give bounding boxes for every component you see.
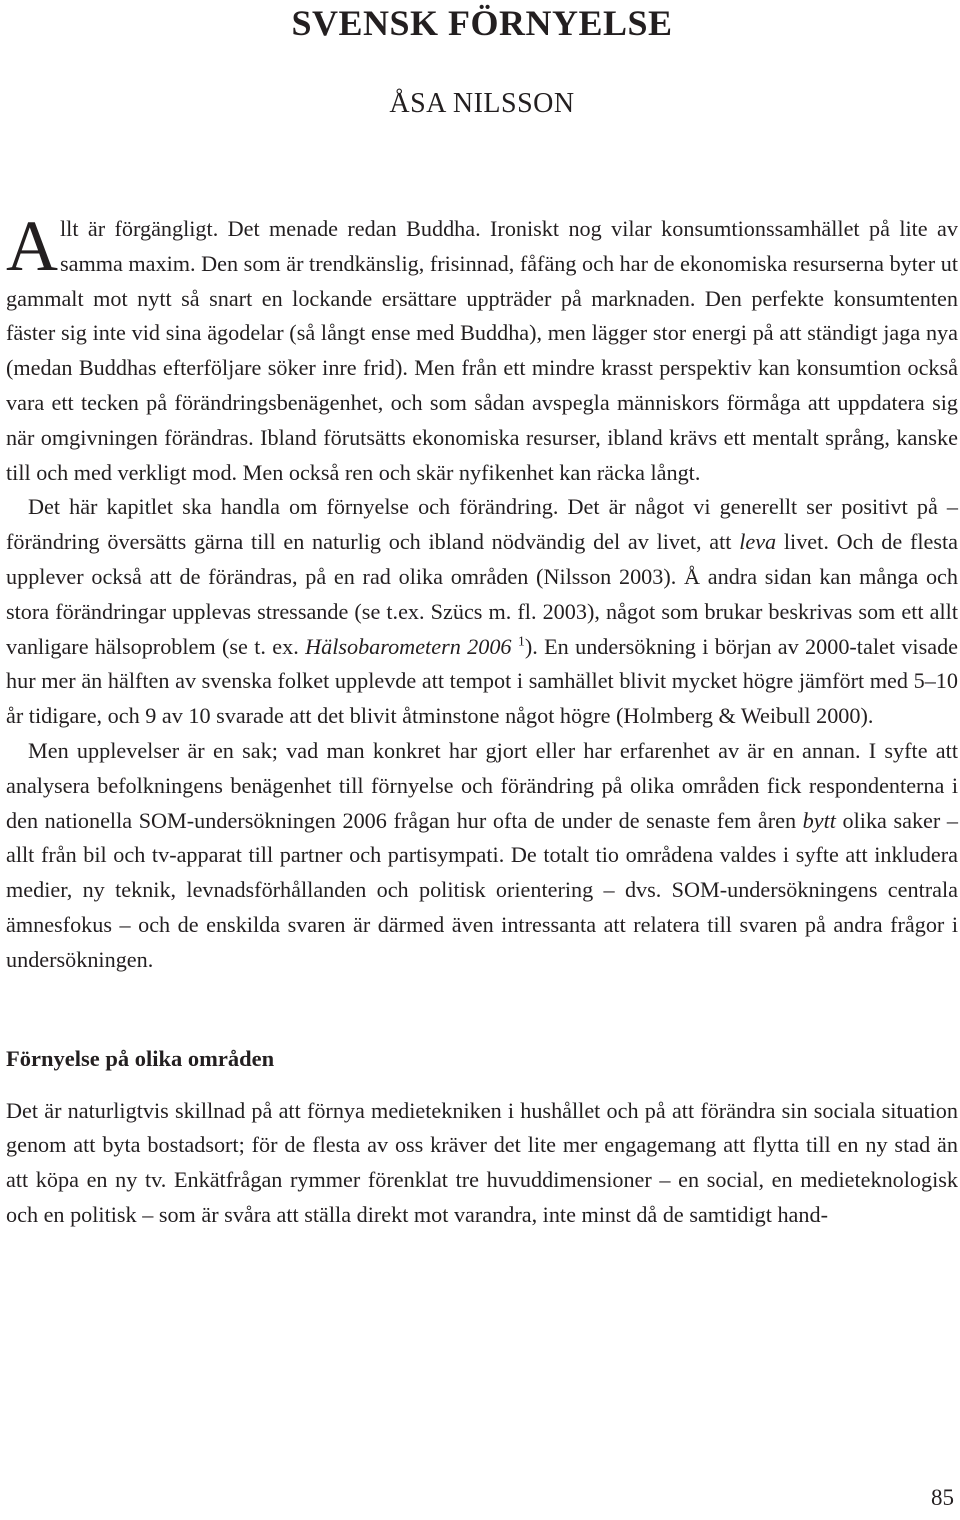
- paragraph-1: [6, 206, 958, 490]
- chapter-title: SVENSK FÖRNYELSE: [291, 3, 673, 43]
- chapter-author: ÅSA NILSSON: [389, 88, 575, 119]
- paragraph-2-text-a: Det här kapitlet ska handla om förnyelse och förändring. Det är något vi generellt ser positivt på – förändring översätts gärna till en naturlig och ibland nödvändig del av livet, att: [6, 494, 958, 555]
- paragraph-2-text-b: livet. Och de flesta upplever också att de förändras, på en rad olika områden (Nilsson 2003). Å andra sidan kan många och stora förändringar upplevas stressande (se t.ex. Szücs m. fl. 2003), något som brukar beskrivas som ett allt vanligare hälsoproblem (se t. ex.: [6, 529, 958, 659]
- emphasis-bytt: bytt: [802, 807, 836, 833]
- paragraph-4-text: Det är naturligtvis skillnad på att förnya medietekniken i hushållet och på att förändra sin sociala situation genom att byta bostadsort; för de flesta av oss kräver det lite mer engagemang att flytta till en ny stad än att köpa en ny tv. Enkätfrågan rymmer förenklat tre huvuddimensioner – en social, en medieteknologisk och en politisk – som är svåra att ställa direkt mot varandra, inte minst då de samtidigt hand-: [6, 1097, 958, 1227]
- page-number: 85: [931, 1485, 954, 1510]
- paragraph-3-text-b: olika saker – allt från bil och tv-apparat till partner och partisympati. De totalt tio områdena valdes i syfte att inkludera medier, ny teknik, levnadsförhållanden och politisk orientering – dvs. SOM-undersökningens centrala ämnesfokus – och de enskilda svaren är därmed även intressanta att relatera till svaren på andra frågor i undersökningen.: [6, 807, 958, 972]
- document-page: [6, 0, 958, 1520]
- paragraph-2: [6, 490, 958, 734]
- emphasis-leva: leva: [739, 529, 777, 555]
- paragraph-1-text: llt är förgängligt. Det menade redan Buddha. Ironiskt nog vilar konsumtionssamhället på lite av samma maxim. Den som är trendkänslig, frisinnad, fåfäng och har de ekonomiska resurserna byter ut gammalt mot nytt så snart en lockande ersättare uppträder på marknaden. Den perfekte konsumtenten fäster sig inte vid sina ägodelar (så långt ense med Buddha), men lägger stor energi på att ständigt jaga nya (medan Buddhas efterföljare söker inre frid). Men från ett mindre krasst perspektiv kan konsumtion också vara ett tecken på förändringsbenägenhet, och som sådan avspegla människors förmåga att uppdatera sig när omgivningen förändras. Ibland förutsätts ekonomiska resurser, ibland krävs ett mentalt språng, kanske till och med verkligt mod. Men också ren och skär nyfikenhet kan räcka långt.: [6, 216, 958, 485]
- section-heading: Förnyelse på olika områden: [6, 1045, 275, 1071]
- paragraph-4: [6, 1094, 958, 1233]
- paragraph-3-text-a: Men upplevelser är en sak; vad man konkret har gjort eller har erfarenhet av är en annan. I syfte att analysera befolkningens benägenhet till förnyelse och förändring på olika områden fick respondenterna i den nationella SOM-undersökningen 2006 frågan hur ofta de under de senaste fem åren: [6, 737, 958, 833]
- paragraph-3: [6, 734, 958, 978]
- citation-halsobarometern: Hälsobarometern 2006: [305, 633, 512, 659]
- paragraph-2-text-c: ). En undersökning i början av 2000-talet visade hur mer än hälften av svenska folket upplevde att tempot i samhället blivit mycket högre jämfört med 5–10 år tidigare, och 9 av 10 svarade att det blivit åtminstone något högre (Holmberg & Weibull 2000).: [6, 633, 959, 729]
- footnote-marker: 1: [517, 634, 525, 650]
- chapter-body: [6, 206, 959, 1233]
- drop-cap: A: [6, 206, 58, 286]
